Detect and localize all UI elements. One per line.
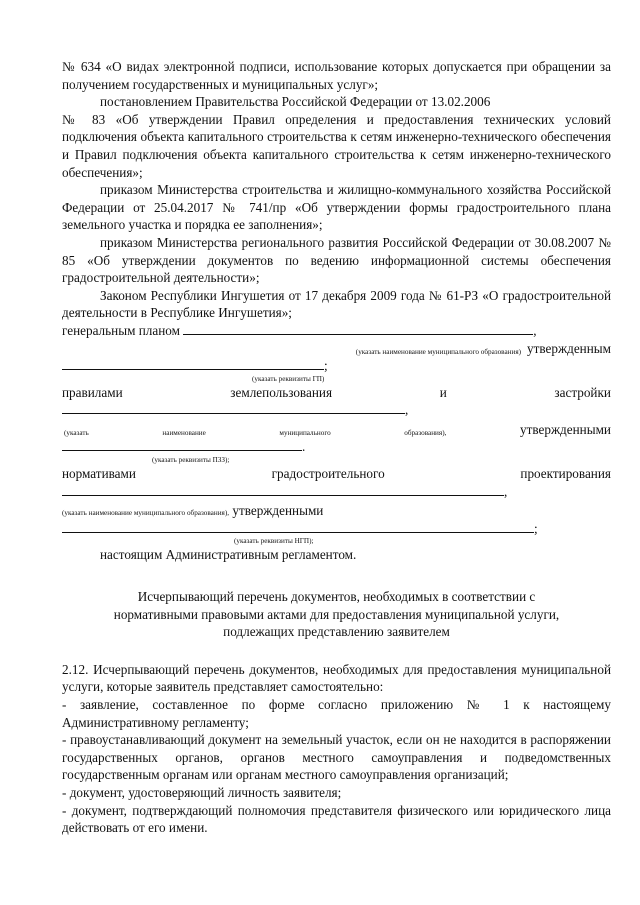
approved-word: утвержденным <box>527 340 611 356</box>
word: градостроительного <box>271 466 385 482</box>
gen-plan-hint-row <box>62 340 611 358</box>
heading-line: Исчерпывающий перечень документов, необходимых в соответствии с <box>137 589 536 605</box>
pzz-line2 <box>62 438 611 456</box>
paragraph: приказом Министерства строительства и жилищно-коммунального хозяйства Российской Федерации от 25.04.2017 № 741/пр «Об утверждении формы градостроительного плана земельного участка и порядка ее заполнения»; <box>62 182 611 233</box>
list-item: - заявление, составленное по форме согласно приложению № 1 к настоящему Административному регламенту; <box>62 697 611 730</box>
approved-word: утвержденными <box>232 503 324 519</box>
gen-plan-blank <box>183 322 533 335</box>
hint-text: (указать наименование муниципального образования) <box>355 348 522 357</box>
hint-text: образования), <box>404 429 447 438</box>
paragraph: настоящим Административным регламентом. <box>100 547 357 563</box>
hint-text: (указать наименование муниципального образования), <box>62 509 230 518</box>
gen-plan-label: генеральным планом <box>62 322 180 338</box>
hint-text: муниципального <box>279 429 331 438</box>
word: проектирования <box>520 466 611 482</box>
list-item: - документ, подтверждающий полномочия представителя физического или юридического лица действовать от его имени. <box>62 802 611 836</box>
pzz-requisites-blank <box>62 438 302 451</box>
punct: . <box>302 439 306 455</box>
ngp-line <box>62 465 611 483</box>
pzz-line <box>62 384 611 402</box>
word: землепользования <box>230 384 333 400</box>
ngp-blank <box>62 483 504 496</box>
gen-plan-line <box>62 322 611 340</box>
paragraph: № 83 «Об утверждении Правил определения и предоставления технических условий подключения объекта капитального строительства к сетям инженерно-технического обеспечения и Правил подключения объекта капитального строительства к сетям инженерно-технического обеспечения»; <box>62 111 611 180</box>
punct: , <box>405 402 409 418</box>
document-page <box>62 58 611 837</box>
ngp-hint-row <box>62 502 611 520</box>
paragraph: Законом Республики Ингушетия от 17 декабря 2009 года № 61-РЗ «О градостроительной деятельности в Республике Ингушетия»; <box>62 287 611 321</box>
hint-text: (указать <box>64 429 89 438</box>
hint-text: наименование <box>162 429 206 438</box>
spacer <box>62 641 611 661</box>
gen-plan-requisites-blank <box>62 357 324 370</box>
pzz-hint-row <box>62 421 611 439</box>
paragraph: 2.12. Исчерпывающий перечень документов, необходимых для предоставления муниципальной услуги, которые заявитель представляет самостоятельно: <box>62 661 611 695</box>
punct: , <box>504 483 508 499</box>
word: застройки <box>554 384 611 400</box>
heading-line: подлежащих представлению заявителем <box>223 624 450 640</box>
hint-text: (указать реквизиты ПЗЗ); <box>152 456 230 465</box>
ngp-blank-line <box>62 483 611 501</box>
list-item: - правоустанавливающий документ на земельный участок, если он не находится в распоряжении государственных органов, органов местного самоуправления и подведомственных государственным органам или органам местного самоуправления организаций; <box>62 732 611 783</box>
ngp-requisites-blank <box>62 520 534 533</box>
spacer <box>62 564 611 588</box>
paragraph: приказом Министерства регионального развития Российской Федерации от 30.08.2007 № 85 «Об утверждении документов по ведению информационной системы обеспечения градостроительной деятельности»; <box>62 234 611 286</box>
punct: ; <box>534 520 538 536</box>
pzz-blank-line <box>62 401 611 419</box>
ngp-line2 <box>62 520 611 538</box>
paragraph: № 634 «О видах электронной подписи, использование которых допускается при обращении за получением государственных и муниципальных услуг»; <box>62 59 611 92</box>
word: нормативами <box>62 466 136 482</box>
punct: ; <box>324 358 328 374</box>
heading-line: нормативными правовыми актами для предоставления муниципальной услуги, <box>113 606 560 622</box>
word: и <box>439 384 447 400</box>
pzz-blank <box>62 401 405 414</box>
hint-text: (указать реквизиты НГП); <box>234 537 314 546</box>
section-heading <box>62 588 611 641</box>
list-item: - документ, удостоверяющий личность заявителя; <box>62 784 342 800</box>
hint-text: (указать реквизиты ГП) <box>252 374 325 383</box>
paragraph: постановлением Правительства Российской Федерации от 13.02.2006 <box>100 94 491 110</box>
word: правилами <box>62 384 123 400</box>
punct: , <box>533 322 537 338</box>
gen-plan-line2 <box>62 357 611 375</box>
approved-word: утвержденными <box>519 421 611 437</box>
